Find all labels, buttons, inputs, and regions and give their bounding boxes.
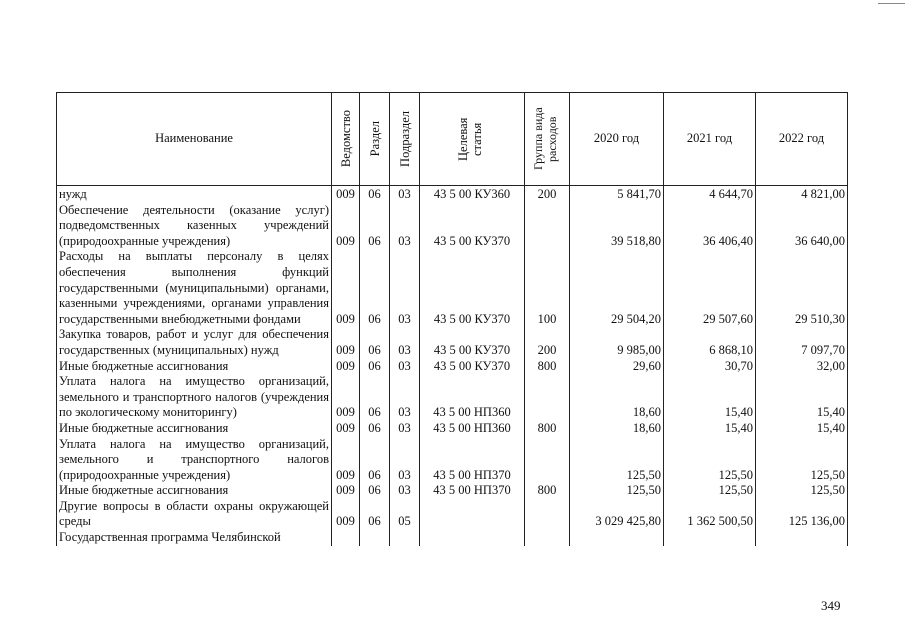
cell-rz: 06 (360, 437, 390, 484)
cell-y2022: 125,50 (756, 437, 848, 484)
cell-y2021: 1 362 500,50 (664, 499, 756, 530)
cell-y2021: 30,70 (664, 359, 756, 375)
table-row (57, 186, 848, 203)
cell-y2022 (756, 530, 848, 546)
cell-vr: 200 (525, 327, 570, 358)
cell-y2021: 15,40 (664, 421, 756, 437)
header-2020: 2020 год (570, 93, 664, 186)
cell-y2021 (664, 530, 756, 546)
header-celevaya: Целевая статья (420, 93, 525, 186)
cell-vr: 800 (525, 483, 570, 499)
cell-y2020: 18,60 (570, 374, 664, 421)
cell-cs: 43 5 00 НП360 (420, 374, 525, 421)
cell-ved: 009 (332, 437, 360, 484)
table-header-row (57, 93, 848, 186)
cell-pr: 03 (390, 374, 420, 421)
cell-rz: 06 (360, 483, 390, 499)
table-row (57, 203, 848, 250)
cell-name: Другие вопросы в области охраны окружающей среды (57, 499, 332, 530)
cell-rz: 06 (360, 186, 390, 203)
cell-pr: 03 (390, 327, 420, 358)
cell-y2022: 125,50 (756, 483, 848, 499)
cell-ved: 009 (332, 499, 360, 530)
cell-y2022: 7 097,70 (756, 327, 848, 358)
cell-name: Обеспечение деятельности (оказание услуг) подведомственных казенных учреждений (природоохранные учреждения) (57, 203, 332, 250)
cell-vr: 800 (525, 359, 570, 375)
cell-y2020: 29,60 (570, 359, 664, 375)
cell-ved: 009 (332, 359, 360, 375)
cell-cs: 43 5 00 НП360 (420, 421, 525, 437)
cell-name: Иные бюджетные ассигнования (57, 421, 332, 437)
header-vedomstvo: Ведомство (332, 93, 360, 186)
cell-y2020: 39 518,80 (570, 203, 664, 250)
header-2021: 2021 год (664, 93, 756, 186)
cell-rz: 06 (360, 421, 390, 437)
cell-cs (420, 499, 525, 530)
cell-y2020: 125,50 (570, 483, 664, 499)
cell-rz: 06 (360, 359, 390, 375)
cell-y2020: 29 504,20 (570, 249, 664, 327)
cell-ved: 009 (332, 421, 360, 437)
cell-pr: 05 (390, 499, 420, 530)
cell-pr: 03 (390, 483, 420, 499)
cell-ved (332, 530, 360, 546)
cell-name: Уплата налога на имущество организаций, земельного и транспортного налогов (учреждения по экологическому мониторингу) (57, 374, 332, 421)
cell-ved: 009 (332, 327, 360, 358)
cell-name: Закупка товаров, работ и услуг для обеспечения государственных (муниципальных) нужд (57, 327, 332, 358)
corner-mark (878, 3, 905, 4)
cell-vr (525, 499, 570, 530)
cell-rz: 06 (360, 499, 390, 530)
cell-rz: 06 (360, 327, 390, 358)
cell-y2021: 6 868,10 (664, 327, 756, 358)
cell-cs: 43 5 00 КУ370 (420, 359, 525, 375)
page-number: 349 (821, 598, 841, 613)
cell-y2020: 9 985,00 (570, 327, 664, 358)
table-row (57, 374, 848, 421)
cell-cs: 43 5 00 КУ370 (420, 203, 525, 250)
cell-y2021: 29 507,60 (664, 249, 756, 327)
cell-y2020: 3 029 425,80 (570, 499, 664, 530)
cell-pr: 03 (390, 421, 420, 437)
cell-ved: 009 (332, 203, 360, 250)
cell-y2020 (570, 530, 664, 546)
cell-y2022: 4 821,00 (756, 186, 848, 203)
cell-pr (390, 530, 420, 546)
cell-vr: 100 (525, 249, 570, 327)
cell-cs: 43 5 00 КУ360 (420, 186, 525, 203)
cell-y2021: 125,50 (664, 483, 756, 499)
cell-ved: 009 (332, 374, 360, 421)
cell-name: нужд (57, 186, 332, 203)
cell-y2020: 5 841,70 (570, 186, 664, 203)
table-row (57, 499, 848, 530)
cell-rz (360, 530, 390, 546)
cell-y2022: 36 640,00 (756, 203, 848, 250)
cell-vr (525, 437, 570, 484)
cell-name: Уплата налога на имущество организаций, земельного и транспортного налогов (природоохранные учреждения) (57, 437, 332, 484)
cell-rz: 06 (360, 203, 390, 250)
cell-y2022: 15,40 (756, 374, 848, 421)
table-row (57, 327, 848, 358)
table-row (57, 359, 848, 375)
cell-pr: 03 (390, 249, 420, 327)
cell-pr: 03 (390, 359, 420, 375)
header-podrazdel: Подраздел (390, 93, 420, 186)
cell-cs: 43 5 00 КУ370 (420, 249, 525, 327)
cell-y2022: 29 510,30 (756, 249, 848, 327)
cell-y2021: 15,40 (664, 374, 756, 421)
table-row (57, 437, 848, 484)
cell-cs: 43 5 00 КУ370 (420, 327, 525, 358)
header-razdel: Раздел (360, 93, 390, 186)
cell-pr: 03 (390, 203, 420, 250)
cell-y2022: 125 136,00 (756, 499, 848, 530)
cell-ved: 009 (332, 249, 360, 327)
cell-name: Иные бюджетные ассигнования (57, 483, 332, 499)
cell-name: Государственная программа Челябинской (57, 530, 332, 546)
cell-vr: 800 (525, 421, 570, 437)
cell-vr (525, 203, 570, 250)
cell-cs: 43 5 00 НП370 (420, 483, 525, 499)
table-row (57, 483, 848, 499)
cell-cs (420, 530, 525, 546)
cell-ved: 009 (332, 483, 360, 499)
cell-rz: 06 (360, 374, 390, 421)
cell-ved: 009 (332, 186, 360, 203)
table-row (57, 530, 848, 546)
cell-cs: 43 5 00 НП370 (420, 437, 525, 484)
budget-table (56, 92, 848, 546)
cell-vr (525, 374, 570, 421)
cell-name: Иные бюджетные ассигнования (57, 359, 332, 375)
cell-y2021: 36 406,40 (664, 203, 756, 250)
cell-y2021: 4 644,70 (664, 186, 756, 203)
cell-y2022: 32,00 (756, 359, 848, 375)
cell-y2021: 125,50 (664, 437, 756, 484)
header-gruppa: Группа вида расходов (525, 93, 570, 186)
cell-vr (525, 530, 570, 546)
cell-rz: 06 (360, 249, 390, 327)
cell-y2022: 15,40 (756, 421, 848, 437)
table-row (57, 249, 848, 327)
cell-vr: 200 (525, 186, 570, 203)
cell-pr: 03 (390, 437, 420, 484)
header-name: Наименование (57, 93, 332, 186)
cell-name: Расходы на выплаты персоналу в целях обеспечения выполнения функций государственными (муниципальными) органами, казенными учреждениями, органами управления государственными внебюджетными фондами (57, 249, 332, 327)
cell-pr: 03 (390, 186, 420, 203)
cell-y2020: 18,60 (570, 421, 664, 437)
table-row (57, 421, 848, 437)
cell-y2020: 125,50 (570, 437, 664, 484)
header-2022: 2022 год (756, 93, 848, 186)
